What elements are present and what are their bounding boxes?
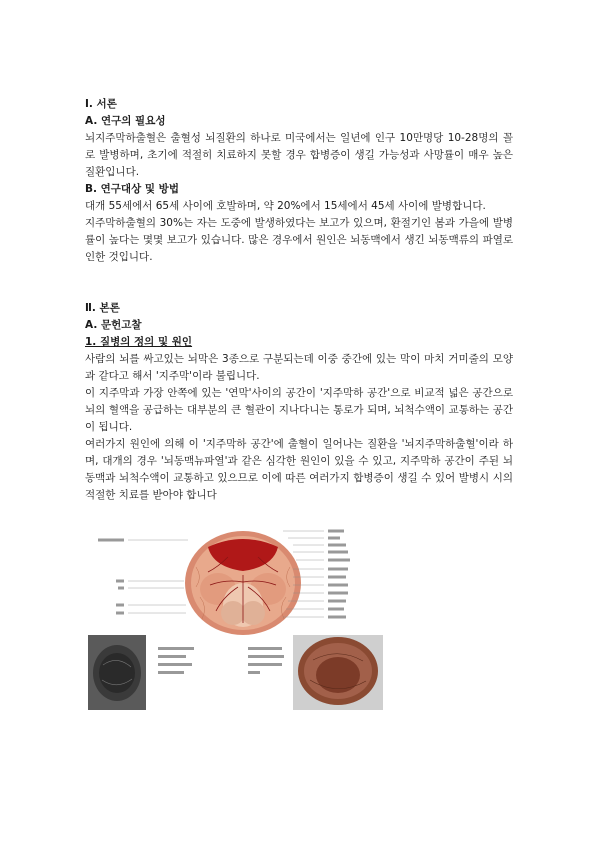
surgical-photos	[88, 635, 383, 710]
section-1-title: Ⅰ. 서론	[85, 98, 117, 110]
brain-anatomy-figure	[88, 527, 383, 710]
section-2a1-title: 1. 질병의 정의 및 원인	[85, 336, 193, 348]
section-2a1-paragraph-1: 사람의 뇌를 싸고있는 뇌막은 3종으로 구분되는데 이중 중간에 있는 막이 마치 거미줄의 모양과 같다고 해서 '지주막'이라 불립니다.	[85, 353, 513, 382]
section-2a1-paragraph-2: 이 지주막과 가장 안쪽에 있는 '연막'사이의 공간이 '지주막하 공간'으로 비교적 넓은 공간으로 뇌의 혈액을 공급하는 대부분의 큰 혈관이 지나다니는 통로가 되며, 뇌척수액이 교통하는 공간이 됩니다.	[85, 387, 513, 433]
section-2a-title: A. 문헌고찰	[85, 319, 142, 331]
section-1b-paragraph-1: 대개 55세에서 65세 사이에 호발하며, 약 20%에서 15세에서 45세 사이에 발병합니다.	[85, 200, 486, 212]
document-page	[85, 96, 513, 504]
section-1b-paragraph-2: 지주막하출혈의 30%는 자는 도중에 발생하였다는 보고가 있으며, 환절기인 봄과 가을에 발병률이 높다는 몇몇 보고가 있습니다. 많은 경우에서 원인은 뇌동맥에서 생긴 뇌동맥류의 파열로 인한 것입니다.	[85, 217, 513, 263]
section-2a1-paragraph-3: 여러가지 원인에 의해 이 '지주막하 공간'에 출혈이 일어나는 질환을 '뇌지주막하출혈'이라 하며, 대개의 경우 '뇌동맥뉴파열'과 같은 심각한 원인이 있을 수 있고, 지주막하 공간이 주된 뇌동맥과 뇌척수액이 교통하고 있으므로 이에 따른 여러가지 합병증이 생길 수 있어 발병시 시의적절한 치료를 받아야 합니다	[85, 438, 513, 501]
section-1b-title: B. 연구대상 및 방법	[85, 183, 179, 195]
section-1a-paragraph: 뇌지주막하출혈은 출혈성 뇌질환의 하나로 미국에서는 일년에 인구 10만명당 10-28명의 꼴로 발병하며, 초기에 적절히 치료하지 못할 경우 합병증이 생길 가능성과 사망률이 매우 높은 질환입니다.	[85, 132, 513, 178]
skull-base-illustration	[88, 527, 383, 635]
section-2-title: Ⅱ. 본론	[85, 302, 120, 314]
section-1a-title: A. 연구의 필요성	[85, 115, 166, 127]
